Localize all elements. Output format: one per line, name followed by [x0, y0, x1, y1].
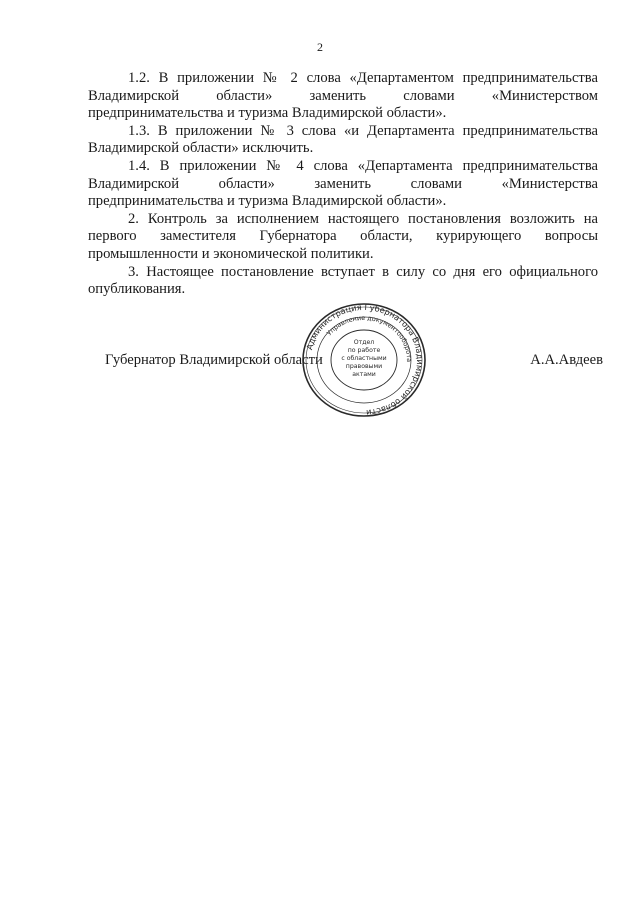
paragraph-2: [88, 211, 598, 264]
text-line: 1.2. В приложении № 2 слова «Департаментом предпринимательства: [128, 70, 598, 86]
seal-graphic: [300, 302, 428, 418]
paragraph-1-4: [88, 158, 598, 211]
text-line: предпринимательства и туризма Владимирской области».: [88, 193, 447, 210]
text-line: первого заместителя Губернатора области, курирующего вопросы: [88, 228, 598, 245]
seal-inner-text: Управление документооборота: [325, 313, 414, 363]
official-seal: [300, 302, 428, 418]
page-number: 2: [317, 40, 323, 54]
paragraph-1-3: [88, 123, 598, 158]
text-line: Владимирской области» исключить.: [88, 140, 314, 157]
text-line: Владимирской области» заменить словами «Министерства: [88, 175, 598, 192]
document-body: [88, 70, 598, 299]
seal-center-line: актами: [352, 371, 376, 378]
text-line: 1.4. В приложении № 4 слова «Департамента предпринимательства: [128, 157, 598, 174]
text-line: предпринимательства и туризма Владимирской области».: [88, 105, 447, 122]
text-line: промышленности и экономической политики.: [88, 245, 374, 262]
paragraph-3: [88, 264, 598, 299]
seal-center-line: правовыми: [345, 363, 383, 370]
signatory-name: А.А.Авдеев: [530, 352, 603, 368]
signatory-title: Губернатор Владимирской области: [105, 352, 323, 368]
text-line: опубликования.: [88, 281, 186, 298]
seal-center-text: [341, 339, 386, 378]
seal-center-line: Отдел: [353, 339, 375, 346]
seal-center-line: по работе: [347, 347, 381, 354]
seal-outer-text: Администрация Губернатора Владимирской области: [304, 302, 426, 418]
text-line: 3. Настоящее постановление вступает в силу со дня его официального: [128, 263, 598, 280]
paragraph-1-2: [88, 70, 598, 123]
seal-center-line: с областными: [341, 355, 387, 362]
text-line: Владимирской области» заменить словами «Министерством: [88, 87, 598, 104]
text-line: 2. Контроль за исполнением настоящего постановления возложить на: [128, 210, 598, 227]
text-line: 1.3. В приложении № 3 слова «и Департамента предпринимательства: [128, 122, 598, 139]
